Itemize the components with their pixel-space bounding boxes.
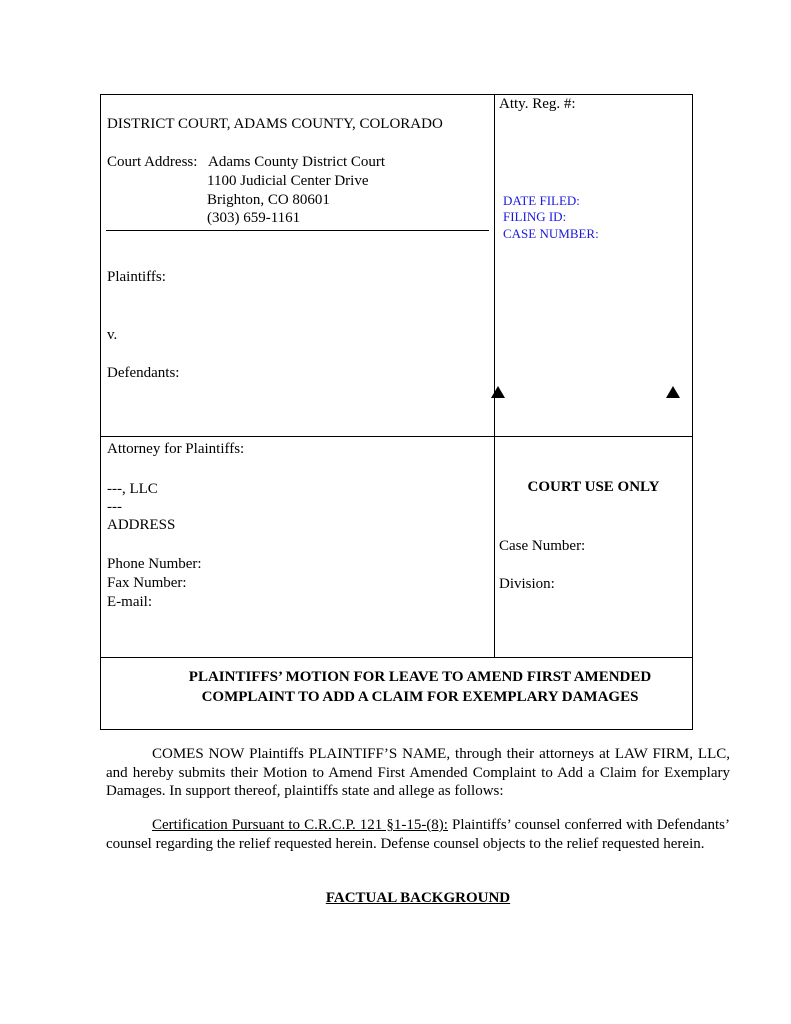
date-filed-stamp: DATE FILED: bbox=[503, 193, 580, 208]
versus-label: v. bbox=[107, 327, 118, 343]
firm-address: ADDRESS bbox=[107, 517, 176, 533]
certification-paragraph bbox=[106, 816, 730, 853]
filing-id-stamp: FILING ID: bbox=[503, 209, 567, 224]
motion-title-line1: PLAINTIFFS’ MOTION FOR LEAVE TO AMEND FIRST AMENDED bbox=[188, 669, 652, 685]
intro-paragraph: COMES NOW Plaintiffs PLAINTIFF’S NAME, through their attorneys at LAW FIRM, LLC, and hereby submits their Motion to Amend First Amended Complaint to Add a Claim for Exemplary Damages. In support thereof, plaintiffs state and allege as follows: bbox=[106, 746, 730, 799]
firm-name: ---, LLC bbox=[107, 481, 158, 497]
email-label: E-mail: bbox=[107, 594, 152, 610]
court-address-line1: Adams County District Court bbox=[208, 154, 386, 170]
court-address-label: Court Address: bbox=[107, 154, 198, 170]
phone-label: Phone Number: bbox=[107, 556, 202, 572]
defendants-label: Defendants: bbox=[107, 365, 180, 381]
triangle-marker-right-icon bbox=[666, 386, 680, 398]
court-address-line3: Brighton, CO 80601 bbox=[207, 192, 330, 208]
division-label: Division: bbox=[499, 576, 555, 592]
motion-title-line2: COMPLAINT TO ADD A CLAIM FOR EXEMPLARY DAMAGES bbox=[201, 689, 639, 705]
court-address-line2: 1100 Judicial Center Drive bbox=[207, 173, 369, 189]
court-use-only: COURT USE ONLY bbox=[527, 479, 660, 495]
caption-row-divider-1 bbox=[100, 436, 693, 437]
caption-row-divider-2 bbox=[100, 657, 693, 658]
certification-text: Plaintiffs’ counsel conferred with Defendants’ counsel regarding the relief requested herein. Defense counsel objects to the relief requested herein. bbox=[106, 817, 730, 852]
certification-label: Certification Pursuant to C.R.C.P. 121 §1-15-(8): bbox=[152, 817, 448, 833]
case-number-label: Case Number: bbox=[499, 538, 586, 554]
attorney-label: Attorney for Plaintiffs: bbox=[107, 441, 245, 457]
atty-reg-label: Atty. Reg. #: bbox=[499, 96, 576, 112]
court-name: DISTRICT COURT, ADAMS COUNTY, COLORADO bbox=[107, 116, 443, 132]
court-phone: (303) 659-1161 bbox=[207, 210, 301, 226]
caption-box bbox=[100, 94, 693, 730]
case-number-stamp: CASE NUMBER: bbox=[503, 226, 599, 241]
address-underline bbox=[106, 230, 489, 231]
firm-line2: --- bbox=[107, 499, 122, 515]
factual-background-heading: FACTUAL BACKGROUND bbox=[325, 890, 511, 906]
plaintiffs-label: Plaintiffs: bbox=[107, 269, 166, 285]
fax-label: Fax Number: bbox=[107, 575, 187, 591]
triangle-marker-left-icon bbox=[491, 386, 505, 398]
caption-vertical-divider bbox=[494, 94, 495, 658]
